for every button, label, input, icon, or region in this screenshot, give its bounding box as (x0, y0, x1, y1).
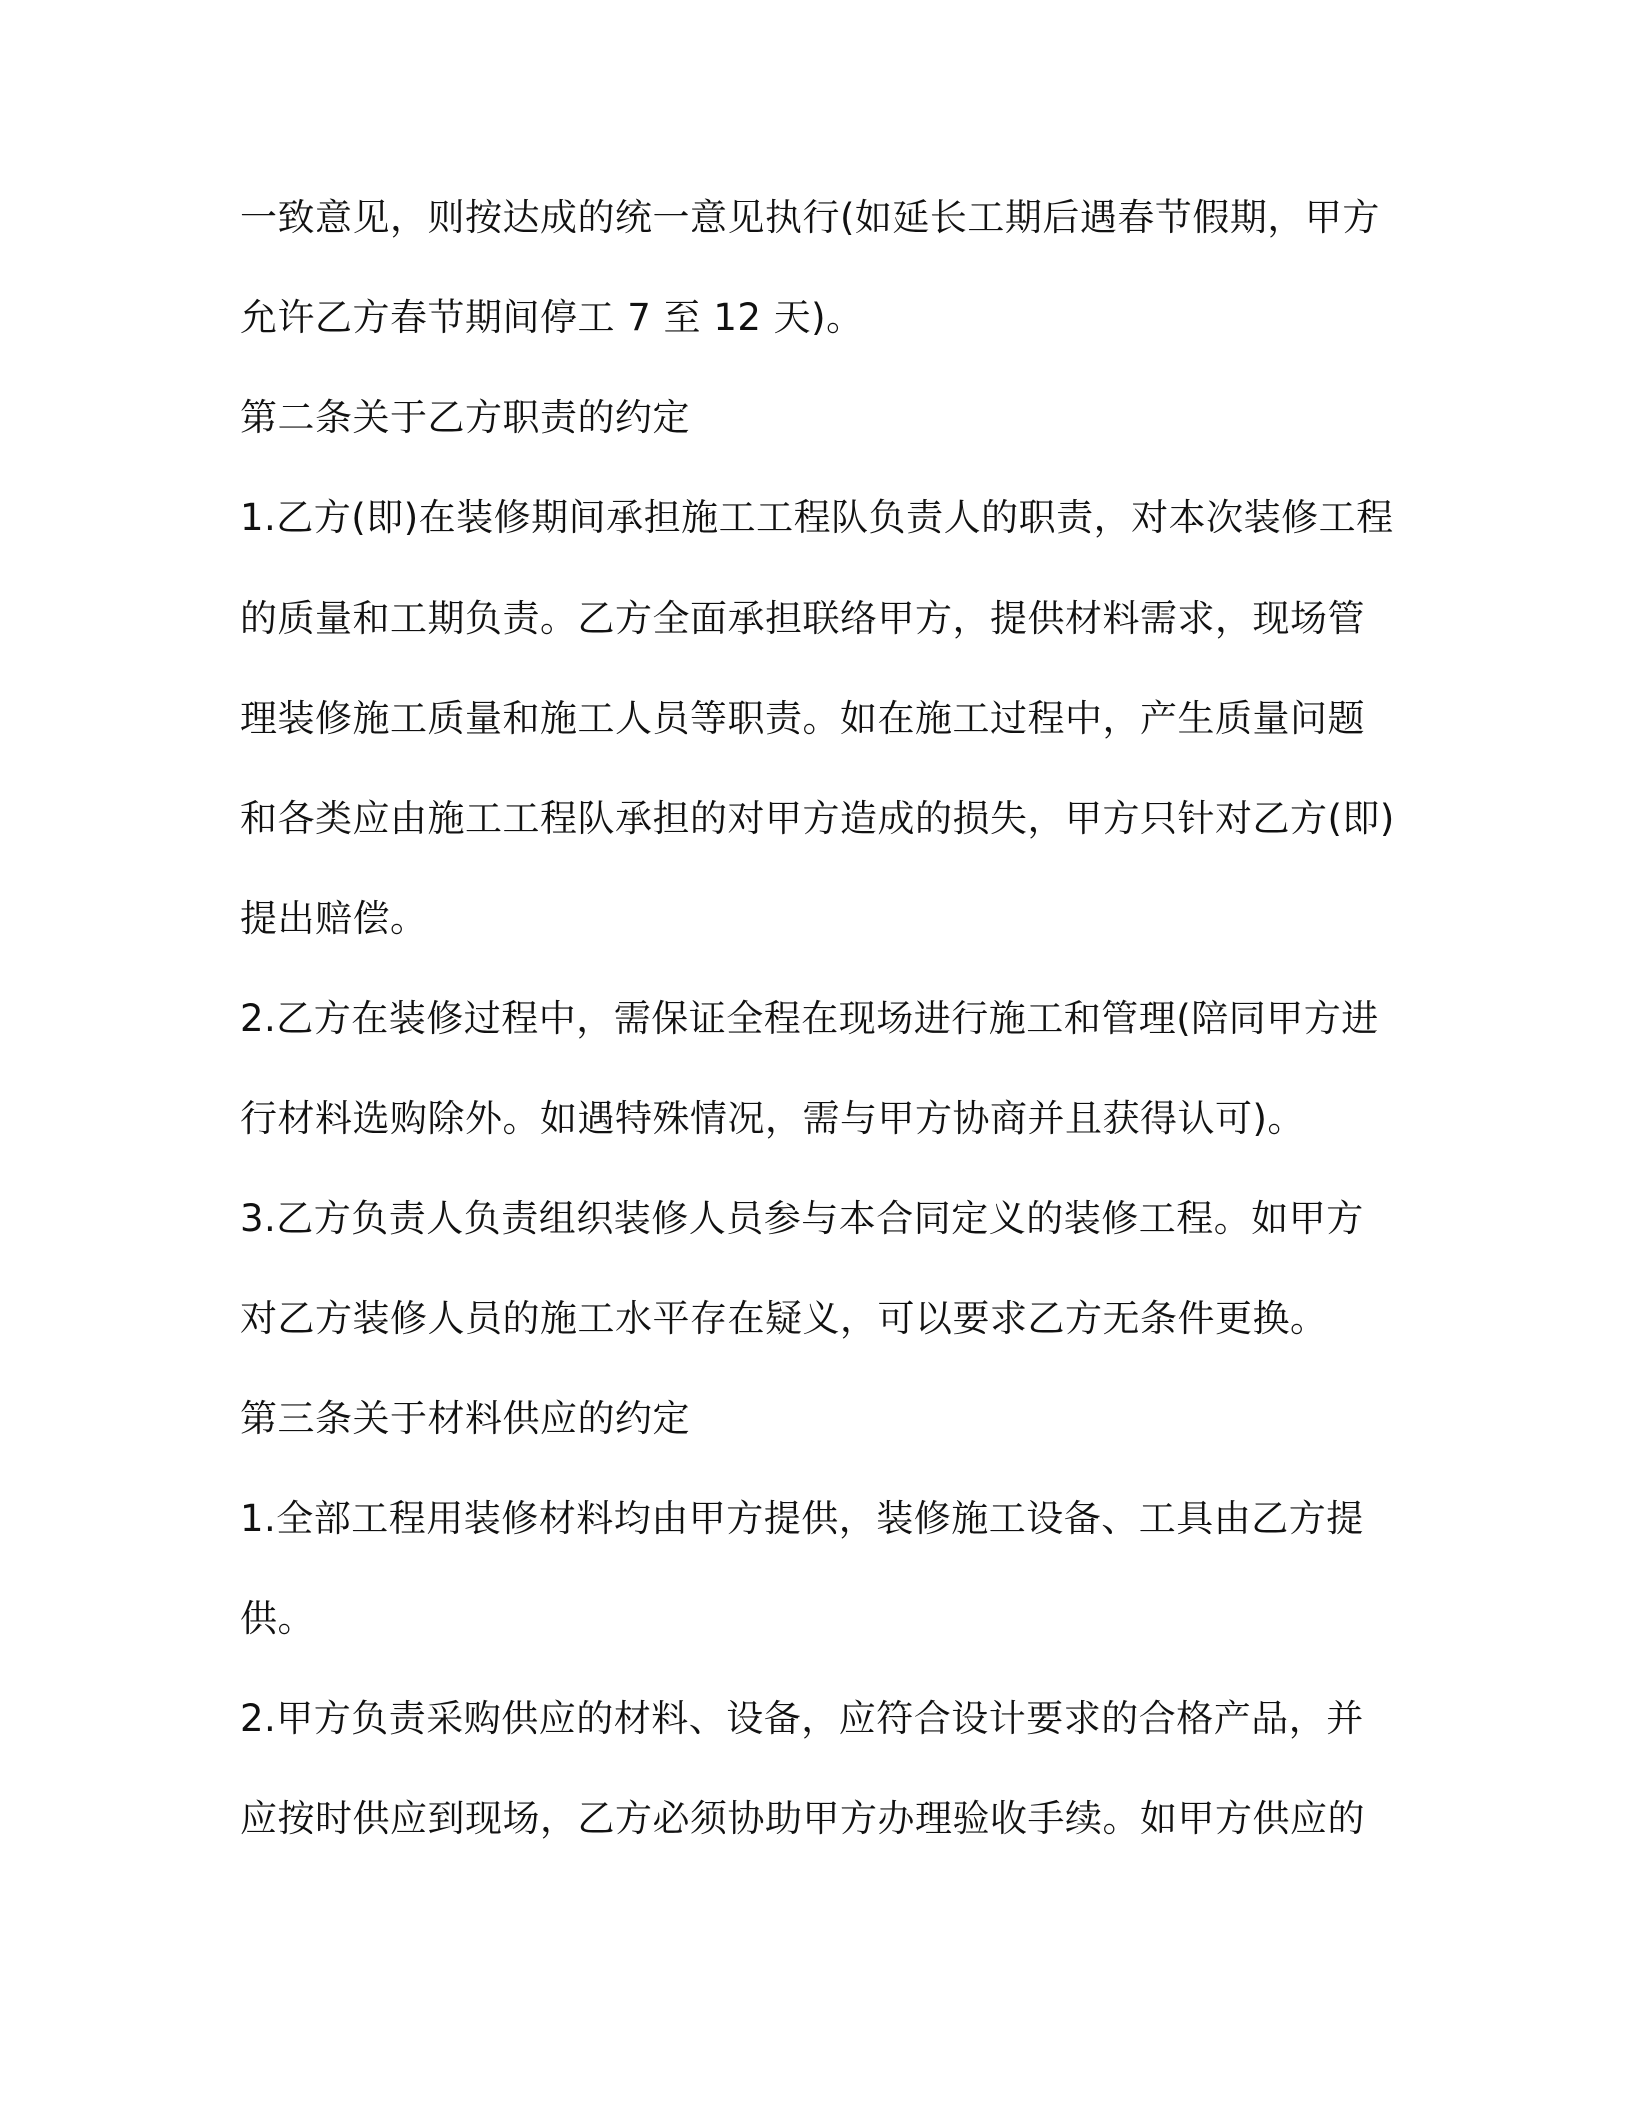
text-line: 应按时供应到现场，乙方必须协助甲方办理验收手续。如甲方供应的 (240, 1797, 1365, 1840)
text-line: 2.甲方负责采购供应的材料、设备，应符合设计要求的合格产品，并 (240, 1697, 1364, 1740)
text-line: 理装修施工质量和施工人员等职责。如在施工过程中，产生质量问题 (240, 697, 1365, 740)
text-line: 允许乙方春节期间停工 7 至 12 天)。 (240, 296, 864, 339)
section-heading: 第三条关于材料供应的约定 (240, 1397, 690, 1440)
text-line: 提出赔偿。 (240, 897, 428, 940)
text-line: 1.乙方(即)在装修期间承担施工工程队负责人的职责，对本次装修工程 (240, 496, 1394, 539)
text-line: 2.乙方在装修过程中，需保证全程在现场进行施工和管理(陪同甲方进 (240, 997, 1379, 1040)
text-line: 1.全部工程用装修材料均由甲方提供，装修施工设备、工具由乙方提 (240, 1497, 1364, 1540)
text-line: 供。 (240, 1597, 315, 1640)
text-line: 对乙方装修人员的施工水平存在疑义，可以要求乙方无条件更换。 (240, 1297, 1328, 1340)
text-line: 一致意见，则按达成的统一意见执行(如延长工期后遇春节假期，甲方 (240, 196, 1380, 239)
text-line: 和各类应由施工工程队承担的对甲方造成的损失，甲方只针对乙方(即) (240, 797, 1395, 840)
text-line: 3.乙方负责人负责组织装修人员参与本合同定义的装修工程。如甲方 (240, 1197, 1364, 1240)
text-line: 的质量和工期负责。乙方全面承担联络甲方，提供材料需求，现场管 (240, 597, 1365, 640)
text-line: 行材料选购除外。如遇特殊情况，需与甲方协商并且获得认可)。 (240, 1097, 1305, 1140)
section-heading: 第二条关于乙方职责的约定 (240, 396, 690, 439)
